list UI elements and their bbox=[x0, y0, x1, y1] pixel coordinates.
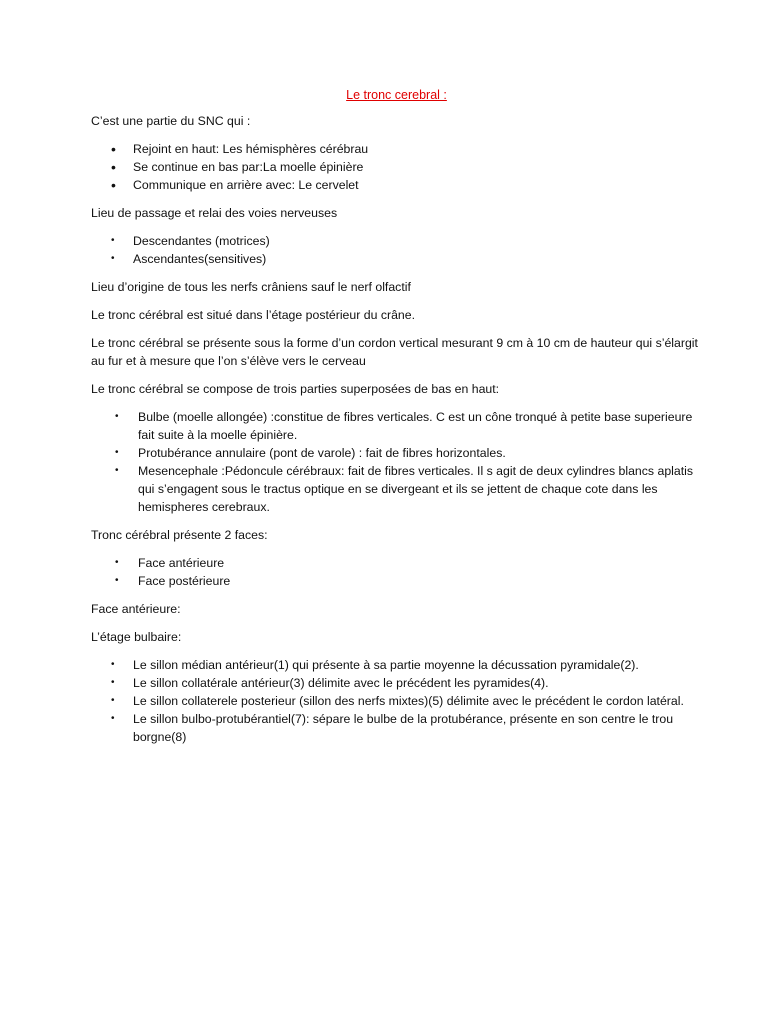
bullet-icon: • bbox=[111, 695, 115, 706]
bullet-icon: • bbox=[111, 177, 116, 193]
bullet-icon: • bbox=[111, 253, 115, 264]
origin-paragraph: Lieu d’origine de tous les nerfs crâniens sauf le nerf olfactif bbox=[91, 280, 411, 294]
bullet-icon: • bbox=[111, 141, 116, 157]
list-item: • Protubérance annulaire (pont de varole) : fait de fibres horizontales. bbox=[115, 446, 506, 460]
bullet-icon: • bbox=[115, 447, 119, 458]
list-connections bbox=[91, 140, 708, 194]
bullet-icon: • bbox=[111, 659, 115, 670]
bullet-icon: • bbox=[111, 713, 115, 724]
list-item: • Le sillon collatérale antérieur(3) délimite avec le précédent les pyramides(4). bbox=[111, 676, 549, 690]
list-item: • Face postérieure bbox=[115, 574, 231, 588]
bullet-icon: • bbox=[115, 557, 119, 568]
bullet-icon: • bbox=[115, 575, 119, 586]
list-item: • Se continue en bas par:La moelle épinière bbox=[111, 159, 364, 175]
faces-paragraph: Tronc cérébral présente 2 faces: bbox=[91, 528, 268, 542]
anterior-face-heading: Face antérieure: bbox=[91, 602, 181, 616]
bullet-icon: • bbox=[115, 465, 119, 476]
bulbar-level-heading: L’étage bulbaire: bbox=[91, 630, 182, 644]
passage-paragraph: Lieu de passage et relai des voies nerveuses bbox=[91, 206, 338, 220]
list-pathways bbox=[91, 232, 708, 268]
list-sulci bbox=[91, 656, 708, 746]
composition-paragraph: Le tronc cérébral se compose de trois parties superposées de bas en haut: bbox=[91, 382, 500, 396]
page-title: Le tronc cerebral : bbox=[346, 88, 447, 102]
list-faces bbox=[91, 554, 708, 590]
list-item: • Descendantes (motrices) bbox=[111, 234, 270, 248]
list-item: • Ascendantes(sensitives) bbox=[111, 252, 267, 266]
list-item: • Le sillon collaterele posterieur (sillon des nerfs mixtes)(5) délimite avec le précédent le cordon latéral. bbox=[111, 694, 684, 708]
bullet-icon: • bbox=[111, 677, 115, 688]
location-paragraph: Le tronc cérébral est situé dans l’étage postérieur du crâne. bbox=[91, 308, 416, 322]
list-item: • Rejoint en haut: Les hémisphères cérébrau bbox=[111, 141, 369, 157]
bullet-icon: • bbox=[111, 235, 115, 246]
bullet-icon: • bbox=[111, 159, 116, 175]
list-item: • Mesencephale :Pédoncule cérébraux: fait de fibres verticales. Il s agit de deux cylindres blancs aplatis qui s’engagent sous le tractus optique en se divergeant et ils se jettent de chaque cote dans les hemispheres cerebraux. bbox=[115, 464, 694, 514]
list-item: • Communique en arrière avec: Le cervelet bbox=[111, 177, 359, 193]
list-item: • Face antérieure bbox=[115, 556, 225, 570]
list-item: • Le sillon bulbo-protubérantiel(7): sépare le bulbe de la protubérance, présente en son centre le trou borgne(8) bbox=[111, 712, 674, 744]
list-item: • Bulbe (moelle allongée) :constitue de fibres verticales. C est un cône tronqué à petite base superieure fait suite à la moelle épinière. bbox=[115, 410, 693, 442]
intro-paragraph: C’est une partie du SNC qui : bbox=[91, 114, 251, 128]
list-item: • Le sillon médian antérieur(1) qui présente à sa partie moyenne la décussation pyramidale(2). bbox=[111, 658, 639, 672]
shape-paragraph: Le tronc cérébral se présente sous la forme d’un cordon vertical mesurant 9 cm à 10 cm de hauteur qui s’élargit au fur et à mesure que l’on s’élève vers le cerveau bbox=[91, 336, 698, 368]
bullet-icon: • bbox=[115, 411, 119, 422]
list-parts bbox=[91, 408, 708, 516]
